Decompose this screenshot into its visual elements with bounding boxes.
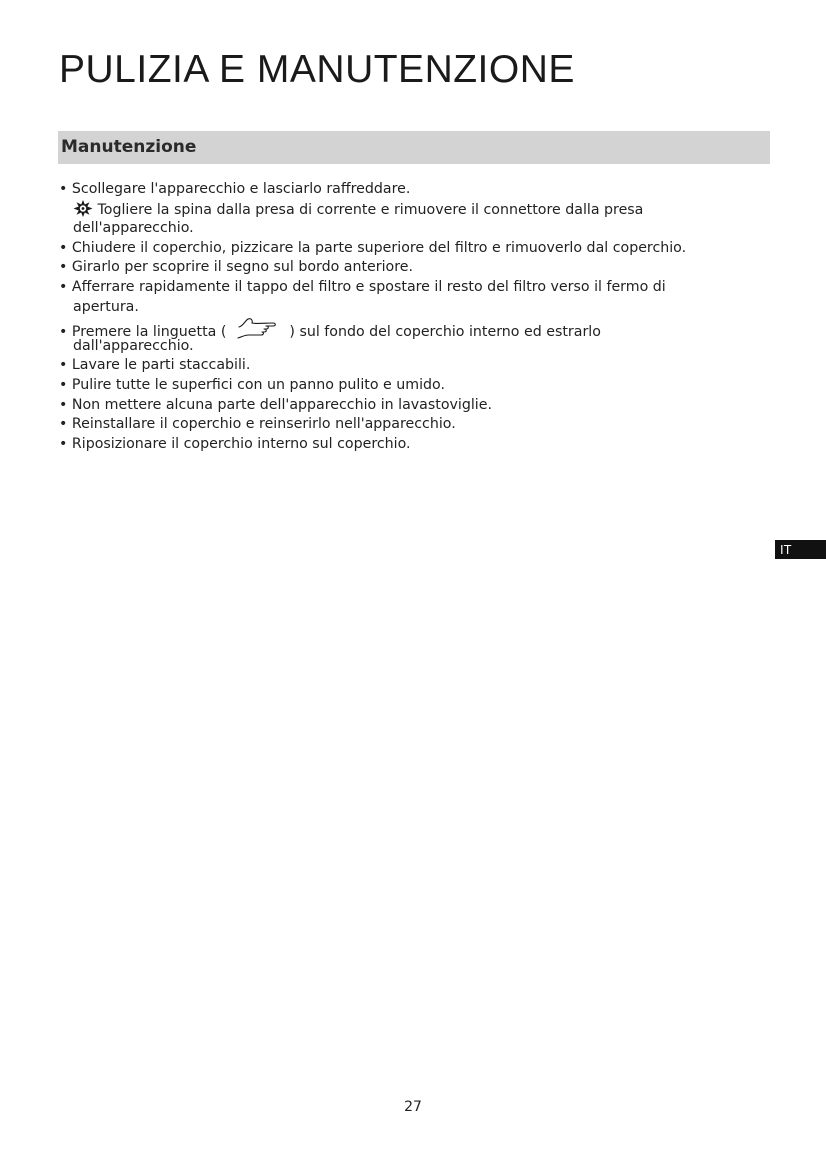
item-text: Afferrare rapidamente il tappo del filtro e spostare il resto del filtro verso il fermo di <box>71 278 666 295</box>
list-item <box>59 180 779 200</box>
item-text: Reinstallare il coperchio e reinserirlo nell'apparecchio. <box>71 416 456 433</box>
bullet: • <box>59 259 68 276</box>
bullet: • <box>59 357 68 374</box>
item-continuation: apertura. <box>73 298 139 315</box>
bullet: • <box>59 324 68 341</box>
bullet: • <box>59 376 68 393</box>
maintenance-instructions <box>59 180 779 454</box>
section-heading: Manutenzione <box>61 137 197 157</box>
bullet: • <box>59 239 68 256</box>
list-item <box>59 278 779 298</box>
item-continuation: dall'apparecchio. <box>73 337 194 354</box>
item-text: Girarlo per scoprire il segno sul bordo anteriore. <box>71 259 413 276</box>
list-item <box>59 258 779 278</box>
language-label: IT <box>780 542 792 557</box>
item-text-before: Premere la linguetta ( <box>71 324 227 341</box>
bullet: • <box>59 416 68 433</box>
item-text: Non mettere alcuna parte dell'apparecchio in lavastoviglie. <box>71 396 492 413</box>
item-text: Riposizionare il coperchio interno sul coperchio. <box>71 435 411 452</box>
list-item <box>59 239 779 259</box>
bullet: • <box>59 181 68 197</box>
item-text: Pulire tutte le superfici con un panno pulito e umido. <box>71 376 445 393</box>
item-text: Togliere la spina dalla presa di corrente e rimuovere il connettore dalla presa <box>97 201 644 218</box>
item-text: Lavare le parti staccabili. <box>71 357 251 374</box>
list-item <box>59 396 779 416</box>
section-header-bar <box>58 131 770 164</box>
bullet: • <box>59 396 68 413</box>
page-title: PULIZIA E MANUTENZIONE <box>59 48 575 91</box>
list-item <box>59 435 779 455</box>
list-item <box>59 376 779 396</box>
bullet: • <box>59 435 68 452</box>
item-continuation: dell'apparecchio. <box>73 220 194 237</box>
item-text: Scollegare l'apparecchio e lasciarlo raffreddare. <box>71 181 411 197</box>
list-item <box>59 356 779 376</box>
list-item <box>59 317 779 341</box>
pointing-hand-icon <box>233 317 283 348</box>
item-text: Chiudere il coperchio, pizzicare la parte superiore del filtro e rimuoverlo dal coperchio. <box>71 239 687 256</box>
item-text-after: ) sul fondo del coperchio interno ed estrarlo <box>289 324 601 341</box>
bullet: • <box>59 278 68 295</box>
language-tab <box>775 540 826 559</box>
warning-note <box>59 200 779 220</box>
page-number: 27 <box>404 1099 422 1115</box>
list-item <box>59 415 779 435</box>
